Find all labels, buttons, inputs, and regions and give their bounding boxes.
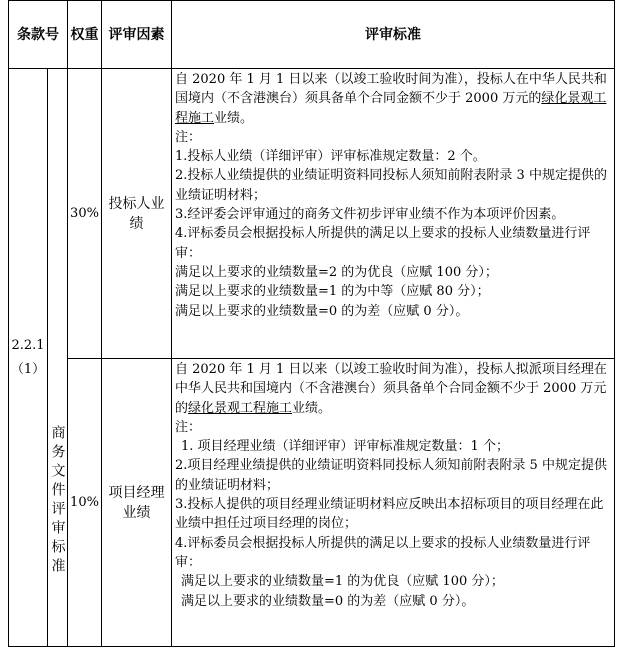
- score-rule: 满足以上要求的业绩数量=1 的为优良（应赋 100 分）；: [181, 574, 504, 590]
- note-item: 4.评标委员会根据投标人所提供的满足以上要求的投标人业绩数量进行评审：: [175, 535, 591, 570]
- underlined-text: 绿化景观工程施工: [188, 400, 293, 416]
- factor-cell: 投标人业绩: [102, 69, 172, 359]
- note-item: 1. 项目经理业绩（详细评审）评审标准规定数量：1 个；: [181, 439, 509, 455]
- note-item: 1.投标人业绩（详细评审）评审标准规定数量：2 个。: [175, 149, 486, 165]
- note-item: 2.投标人业绩提供的业绩证明资料同投标人须知前附表附录 3 中规定提供的业绩证明材料；: [175, 168, 607, 203]
- note-label: 注：: [175, 129, 202, 145]
- clause-sub-number: （1）: [10, 361, 46, 377]
- note-item: 4.评标委员会根据投标人所提供的满足以上要求的投标人业绩数量进行评审：: [175, 226, 591, 261]
- standard-paragraph: 自 2020 年 1 月 1 日以来（以竣工验收时间为准），投标人拟派项目经理在中华人民共和国境内（不含港澳台）须具备单个合同金额不少于 2000 万元的绿化景观工程施工业绩。: [175, 362, 607, 416]
- score-rule: 满足以上要求的业绩数量=0 的为差（应赋 0 分）。: [175, 303, 469, 319]
- factor-cell: 项目经理业绩: [102, 359, 172, 647]
- header-weight: 权重: [68, 1, 102, 69]
- category-label: 商务文件评审标准: [49, 425, 66, 577]
- clause-number: 2.2.1: [11, 337, 45, 353]
- weight-cell: 30%: [68, 69, 102, 359]
- header-standard: 评审标准: [172, 1, 615, 69]
- standard-cell: [172, 69, 615, 359]
- table-row: [9, 69, 615, 359]
- table-row: [9, 359, 615, 647]
- note-item: 2.项目经理业绩提供的业绩证明资料同投标人须知前附表附录 5 中规定提供的业绩证明材料；: [175, 458, 607, 493]
- standard-cell: [172, 359, 615, 647]
- table-header-row: [9, 1, 615, 69]
- header-clause: 条款号: [9, 1, 68, 69]
- category-cell: [48, 69, 68, 647]
- evaluation-table: [8, 0, 615, 647]
- header-factor: 评审因素: [102, 1, 172, 69]
- weight-cell: 10%: [68, 359, 102, 647]
- score-rule: 满足以上要求的业绩数量=1 的为中等（应赋 80 分）；: [175, 284, 490, 300]
- note-item: 3.投标人提供的项目经理业绩证明材料应反映出本招标项目的项目经理在此业绩中担任过项目经理的岗位；: [175, 497, 604, 532]
- note-item: 3.经评委会评审通过的商务文件初步评审业绩不作为本项评价因素。: [175, 207, 565, 223]
- standard-paragraph: 自 2020 年 1 月 1 日以来（以竣工验收时间为准），投标人在中华人民共和国境内（不含港澳台）须具备单个合同金额不少于 2000 万元的绿化景观工程施工业绩。: [175, 72, 607, 126]
- note-label: 注：: [175, 419, 202, 435]
- score-rule: 满足以上要求的业绩数量=2 的为优良（应赋 100 分）；: [175, 264, 498, 280]
- clause-number-cell: [9, 69, 48, 647]
- score-rule: 满足以上要求的业绩数量=0 的为差（应赋 0 分）。: [181, 593, 475, 609]
- underlined-text: 绿化景观工程施工: [175, 91, 607, 126]
